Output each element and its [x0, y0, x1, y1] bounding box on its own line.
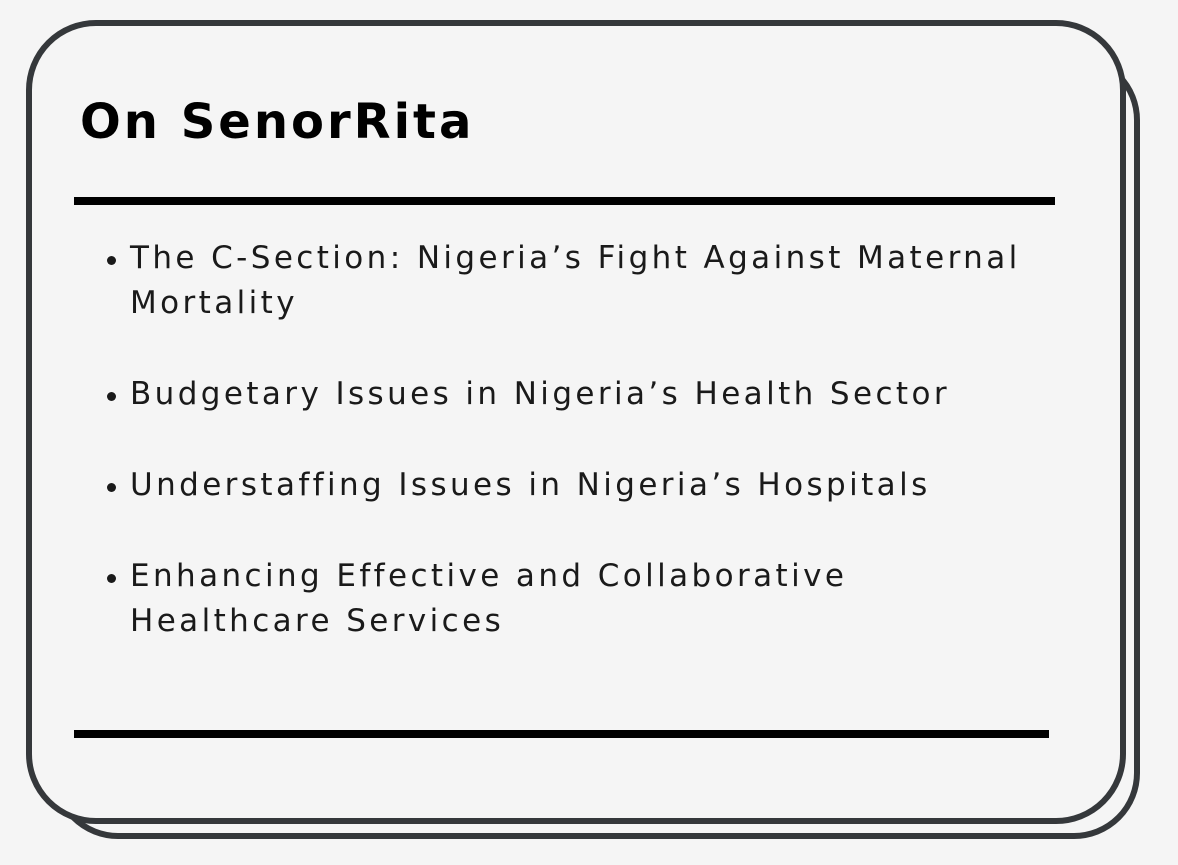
related-articles-card [26, 20, 1126, 824]
bottom-divider [74, 730, 1049, 738]
article-link-understaffing[interactable]: Understaffing Issues in Nigeria’s Hospitals [102, 463, 1052, 508]
card-title: On SenorRita [80, 94, 475, 150]
article-link-healthcare-services[interactable]: Enhancing Effective and Collaborative Healthcare Services [102, 554, 1052, 644]
article-list [102, 236, 1052, 690]
article-link-budgetary-issues[interactable]: Budgetary Issues in Nigeria’s Health Sector [102, 372, 1052, 417]
top-divider [74, 197, 1055, 205]
article-link-c-section[interactable]: The C-Section: Nigeria’s Fight Against Maternal Mortality [102, 236, 1052, 326]
